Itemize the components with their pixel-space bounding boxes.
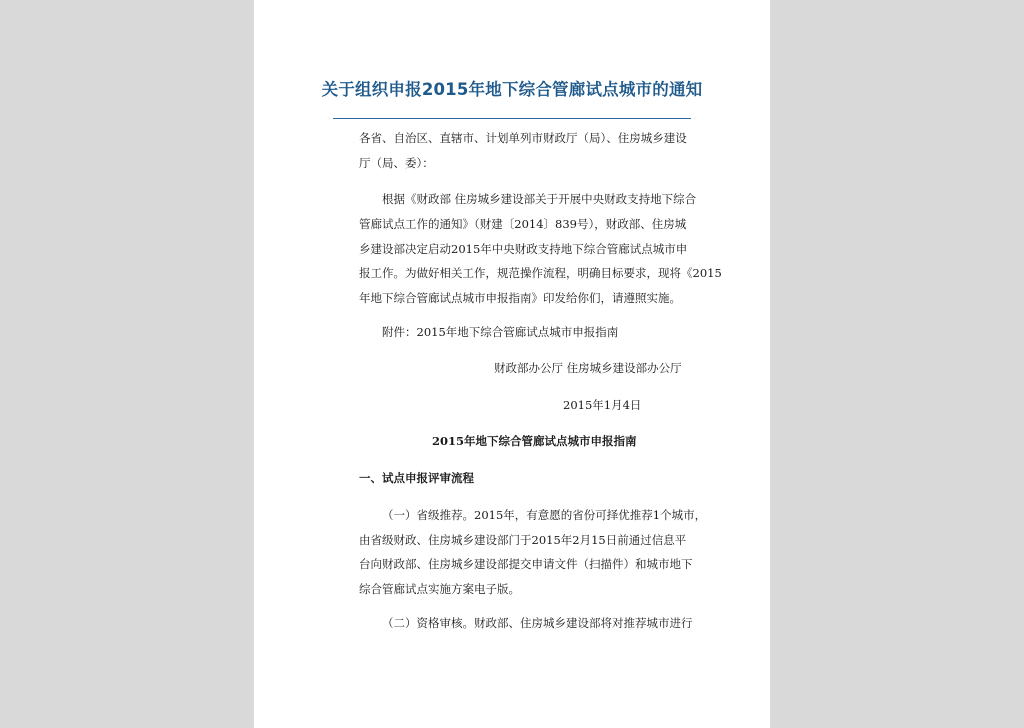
signatories: 财政部办公厅 住房城乡建设部办公厅 [494, 361, 682, 375]
step-1-line: 台向财政部、住房城乡建设部提交申请文件（扫描件）和城市地下 [359, 557, 693, 571]
addressee-line: 各省、自治区、直辖市、计划单列市财政厅（局）、住房城乡建设 [359, 131, 687, 145]
document-date: 2015年1月4日 [563, 398, 642, 412]
body-line: 报工作。为做好相关工作，规范操作流程，明确目标要求，现将《2015 [359, 266, 722, 280]
attachment-note: 附件：2015年地下综合管廊试点城市申报指南 [382, 325, 619, 339]
step-2-line: （二）资格审核。财政部、住房城乡建设部将对推荐城市进行 [382, 616, 693, 630]
step-1-line: （一）省级推荐。2015年，有意愿的省份可择优推荐1个城市， [382, 508, 707, 522]
body-line: 根据《财政部 住房城乡建设部关于开展中央财政支持地下综合 [382, 192, 697, 206]
guide-title: 2015年地下综合管廊试点城市申报指南 [432, 434, 637, 448]
addressee-line: 厅（局、委）： [359, 156, 434, 170]
body-line: 乡建设部决定启动2015年中央财政支持地下综合管廊试点城市申 [359, 242, 688, 256]
section-heading: 一、试点申报评审流程 [359, 471, 474, 485]
body-line: 年地下综合管廊试点城市申报指南》印发给你们，请遵照实施。 [359, 291, 681, 305]
step-1-line: 由省级财政、住房城乡建设部门于2015年2月15日前通过信息平 [359, 533, 687, 547]
document-page [254, 0, 770, 728]
title-divider [333, 118, 691, 119]
body-line: 管廊试点工作的通知》（财建〔2014〕839号），财政部、住房城 [359, 217, 687, 231]
notice-title: 关于组织申报2015年地下综合管廊试点城市的通知 [321, 80, 703, 99]
step-1-line: 综合管廊试点实施方案电子版。 [359, 582, 520, 596]
